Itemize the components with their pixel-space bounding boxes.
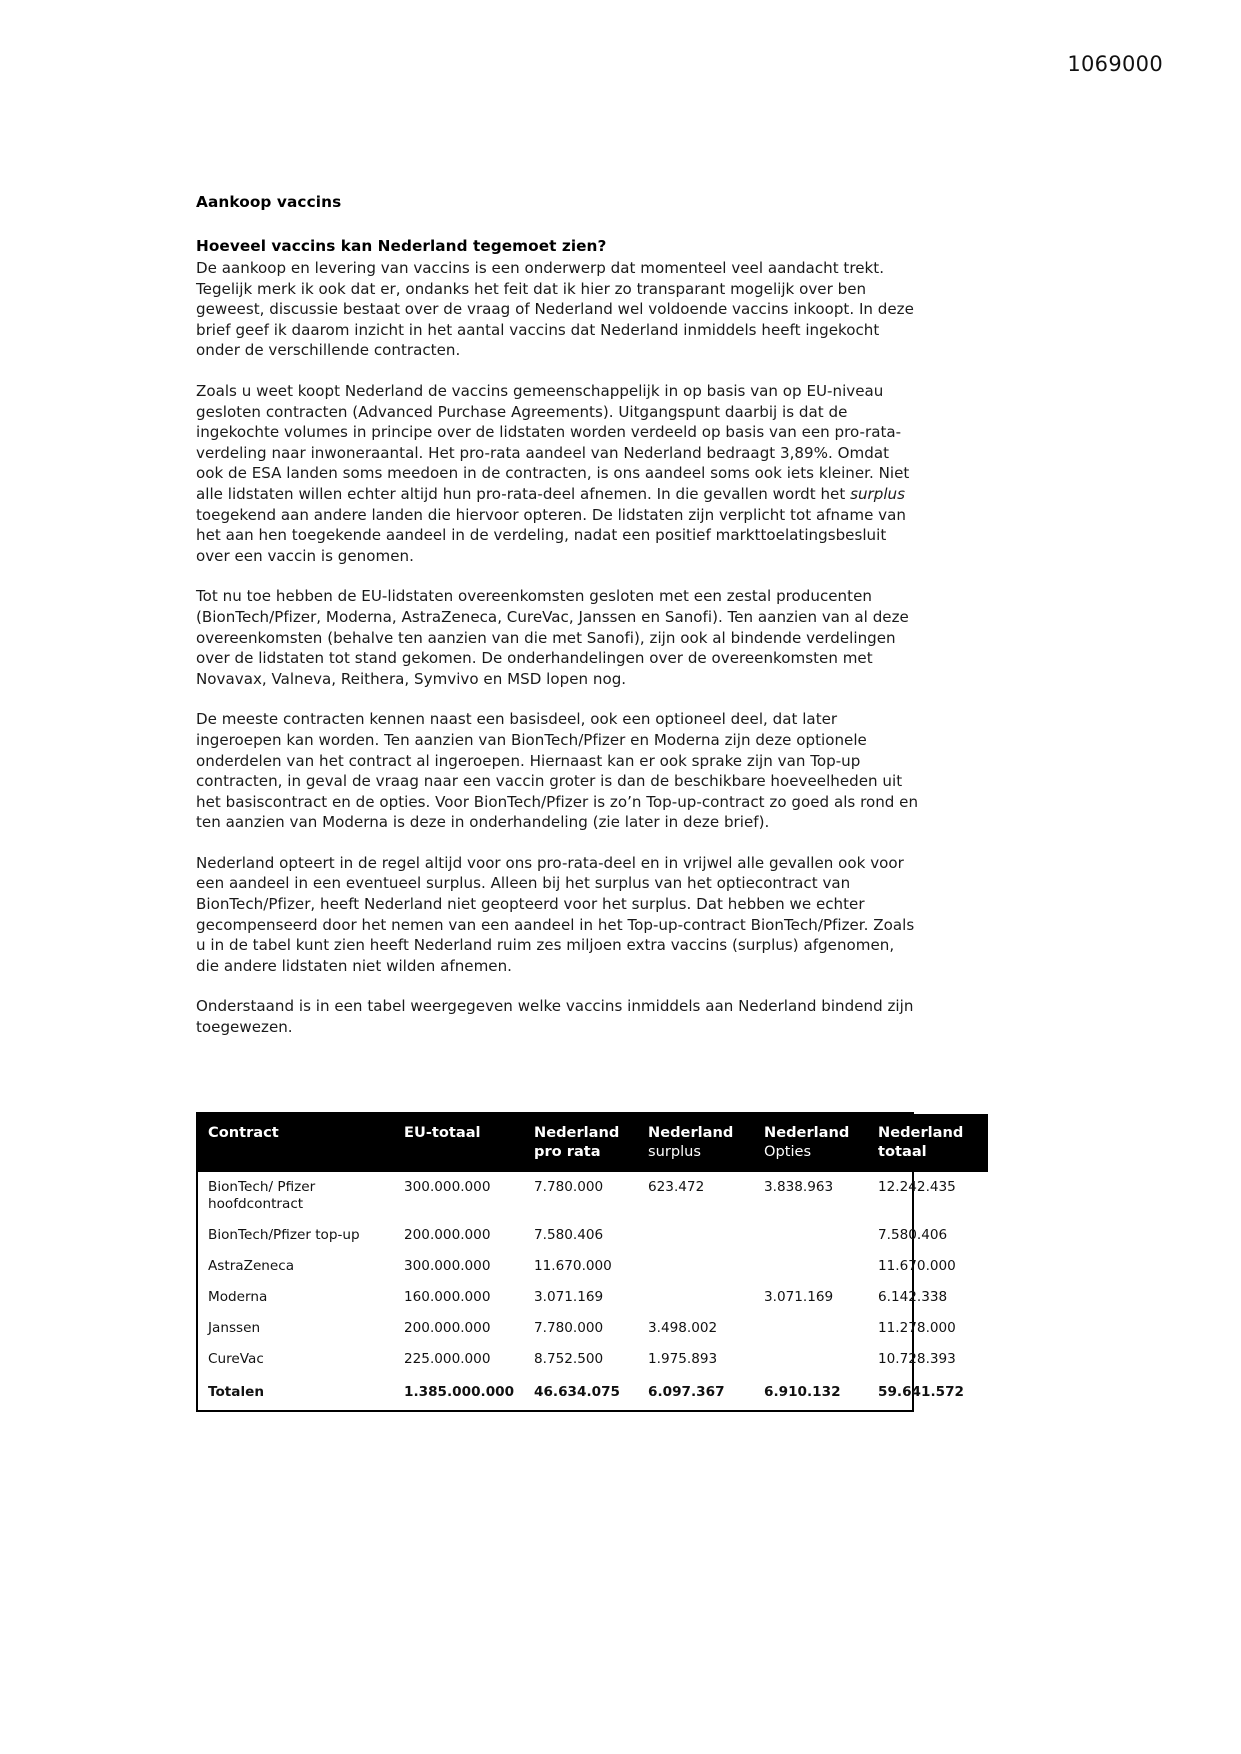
table-header-row xyxy=(198,1114,988,1172)
cell-pro-rata: 7.780.000 xyxy=(534,1320,604,1336)
cell-contract: Janssen xyxy=(208,1320,261,1336)
document-number: 1069000 xyxy=(1067,52,1163,76)
cell-contract: Moderna xyxy=(208,1289,268,1305)
cell-totaal: 12.242.435 xyxy=(878,1179,956,1195)
column-header-pro-rata xyxy=(530,1114,644,1172)
cell-totals-totaal: 59.641.572 xyxy=(878,1384,964,1400)
cell-surplus xyxy=(644,1251,760,1282)
cell-totals-opties: 6.910.132 xyxy=(764,1384,841,1400)
paragraph-intro: De aankoop en levering van vaccins is een onderwerp dat momenteel veel aandacht trekt. Tegelijk merk ik ook dat er, ondanks het feit dat ik hier zo transparant mogelijk over ben geweest, discussie bestaat over de vraag of Nederland wel voldoende vaccins inkoopt. In deze brief geef ik daarom inzicht in het aantal vaccins dat Nederland inmiddels heeft ingekocht onder de verschillende contracten. xyxy=(196,259,914,360)
cell-contract: BionTech/Pfizer top-up xyxy=(208,1227,360,1243)
document-body xyxy=(196,192,920,1038)
table-row xyxy=(198,1344,988,1375)
paragraph-table-intro: Onderstaand is in een tabel weergegeven welke vaccins inmiddels aan Nederland bindend zijn toegewezen. xyxy=(196,997,914,1037)
paragraph-apa-part1: Zoals u weet koopt Nederland de vaccins gemeenschappelijk in op basis van op EU-niveau gesloten contracten (Advanced Purchase Agreements). Uitgangspunt daarbij is dat de ingekochte volumes in principe over de lidstaten worden verdeeld op basis van een pro-rata-verdeling naar inwoneraantal. Het pro-rata aandeel van Nederland bedraagt 3,89%. Omdat ook de ESA landen soms meedoen in de contracten, is ons aandeel soms ook iets kleiner. Niet alle lidstaten willen echter altijd hun pro-rata-deel afnemen. In die gevallen wordt het xyxy=(196,382,910,503)
paragraph-apa xyxy=(196,381,920,566)
vaccine-allocation-table xyxy=(196,1112,964,1412)
column-header-surplus-line1: Nederland xyxy=(648,1124,734,1141)
cell-opties xyxy=(760,1220,874,1251)
cell-surplus: 1.975.893 xyxy=(648,1351,718,1367)
cell-opties xyxy=(760,1313,874,1344)
cell-pro-rata: 11.670.000 xyxy=(534,1258,612,1274)
cell-opties xyxy=(760,1251,874,1282)
table-row xyxy=(198,1220,988,1251)
column-header-surplus xyxy=(644,1114,760,1172)
column-header-contract-line1: Contract xyxy=(208,1124,279,1141)
cell-pro-rata: 3.071.169 xyxy=(534,1289,604,1305)
table-row xyxy=(198,1251,988,1282)
cell-eu-totaal: 225.000.000 xyxy=(404,1351,491,1367)
section-heading: Hoeveel vaccins kan Nederland tegemoet zien? xyxy=(196,236,607,255)
cell-pro-rata: 7.780.000 xyxy=(534,1179,604,1195)
column-header-totaal xyxy=(874,1114,988,1172)
paragraph-producers: Tot nu toe hebben de EU-lidstaten overeenkomsten gesloten met een zestal producenten (BionTech/Pfizer, Moderna, AstraZeneca, CureVac, Janssen en Sanofi). Ten aanzien van al deze overeenkomsten (behalve ten aanzien van die met Sanofi), zijn ook al bindende verdelingen over de lidstaten tot stand gekomen. De onderhandelingen over de overeenkomsten met Novavax, Valneva, Reithera, Symvivo en MSD lopen nog. xyxy=(196,587,909,688)
column-header-totaal-line1: Nederland xyxy=(878,1124,964,1141)
cell-opties: 3.838.963 xyxy=(764,1179,834,1195)
cell-totaal: 11.278.000 xyxy=(878,1320,956,1336)
cell-surplus: 3.498.002 xyxy=(648,1320,718,1336)
cell-totals-eu-totaal: 1.385.000.000 xyxy=(404,1384,515,1400)
cell-eu-totaal: 160.000.000 xyxy=(404,1289,491,1305)
paragraph-options: De meeste contracten kennen naast een basisdeel, ook een optioneel deel, dat later ingeroepen kan worden. Ten aanzien van BionTech/Pfizer en Moderna zijn deze optionele onderdelen van het contract al ingeroepen. Hiernaast kan er ook sprake zijn van Top-up contracten, in geval de vraag naar een vaccin groter is dan de beschikbare hoeveelheden uit het basiscontract en de opties. Voor BionTech/Pfizer is zo’n Top-up-contract zo goed als rond en ten aanzien van Moderna is deze in onderhandeling (zie later in deze brief). xyxy=(196,710,919,832)
cell-eu-totaal: 300.000.000 xyxy=(404,1258,491,1274)
cell-eu-totaal: 200.000.000 xyxy=(404,1227,491,1243)
cell-opties xyxy=(760,1344,874,1375)
table-row xyxy=(198,1282,988,1313)
cell-contract: AstraZeneca xyxy=(208,1258,295,1274)
cell-totaal: 7.580.406 xyxy=(878,1227,948,1243)
cell-totaal: 10.728.393 xyxy=(878,1351,956,1367)
cell-surplus: 623.472 xyxy=(648,1179,705,1195)
column-header-opties-line1: Nederland xyxy=(764,1124,850,1141)
page-title: Aankoop vaccins xyxy=(196,193,342,211)
column-header-surplus-line2: surplus xyxy=(648,1143,702,1160)
table-totals-row xyxy=(198,1375,988,1410)
cell-eu-totaal: 300.000.000 xyxy=(404,1179,491,1195)
column-header-contract xyxy=(198,1114,400,1172)
column-header-eu-totaal xyxy=(400,1114,530,1172)
cell-contract: CureVac xyxy=(208,1351,264,1367)
cell-pro-rata: 7.580.406 xyxy=(534,1227,604,1243)
cell-totaal: 6.142.338 xyxy=(878,1289,948,1305)
cell-totaal: 11.670.000 xyxy=(878,1258,956,1274)
paragraph-surplus-policy: Nederland opteert in de regel altijd voor ons pro-rata-deel en in vrijwel alle gevallen ook voor een aandeel in een eventueel surplus. Alleen bij het surplus van het optiecontract van BionTech/Pfizer, heeft Nederland niet geopteerd voor het surplus. Dat hebben we echter gecompenseerd door het nemen van een aandeel in het Top-up-contract BionTech/Pfizer. Zoals u in de tabel kunt zien heeft Nederland ruim zes miljoen extra vaccins (surplus) afgenomen, die andere lidstaten niet wilden afnemen. xyxy=(196,853,915,975)
column-header-opties-line2: Opties xyxy=(764,1143,812,1160)
table-row xyxy=(198,1172,988,1220)
column-header-totaal-line2: totaal xyxy=(878,1143,927,1160)
cell-totals-pro-rata: 46.634.075 xyxy=(534,1384,620,1400)
table-row xyxy=(198,1313,988,1344)
paragraph-apa-part2: toegekend aan andere landen die hiervoor opteren. De lidstaten zijn verplicht tot afname van het aan hen toegekende aandeel in de verdeling, nadat een positief markttoelatingsbesluit over een vaccin is genomen. xyxy=(196,505,906,565)
column-header-opties xyxy=(760,1114,874,1172)
column-header-eu-totaal-line1: EU-totaal xyxy=(404,1124,481,1141)
paragraph-apa-emphasis: surplus xyxy=(850,484,905,503)
cell-surplus xyxy=(644,1220,760,1251)
cell-pro-rata: 8.752.500 xyxy=(534,1351,604,1367)
column-header-pro-rata-line1: Nederland xyxy=(534,1124,620,1141)
cell-totals-label: Totalen xyxy=(208,1384,265,1400)
column-header-pro-rata-line2: pro rata xyxy=(534,1143,601,1160)
cell-contract: BionTech/ Pfizer hoofdcontract xyxy=(208,1179,316,1212)
cell-surplus xyxy=(644,1282,760,1313)
cell-totals-surplus: 6.097.367 xyxy=(648,1384,725,1400)
cell-eu-totaal: 200.000.000 xyxy=(404,1320,491,1336)
cell-opties: 3.071.169 xyxy=(764,1289,834,1305)
